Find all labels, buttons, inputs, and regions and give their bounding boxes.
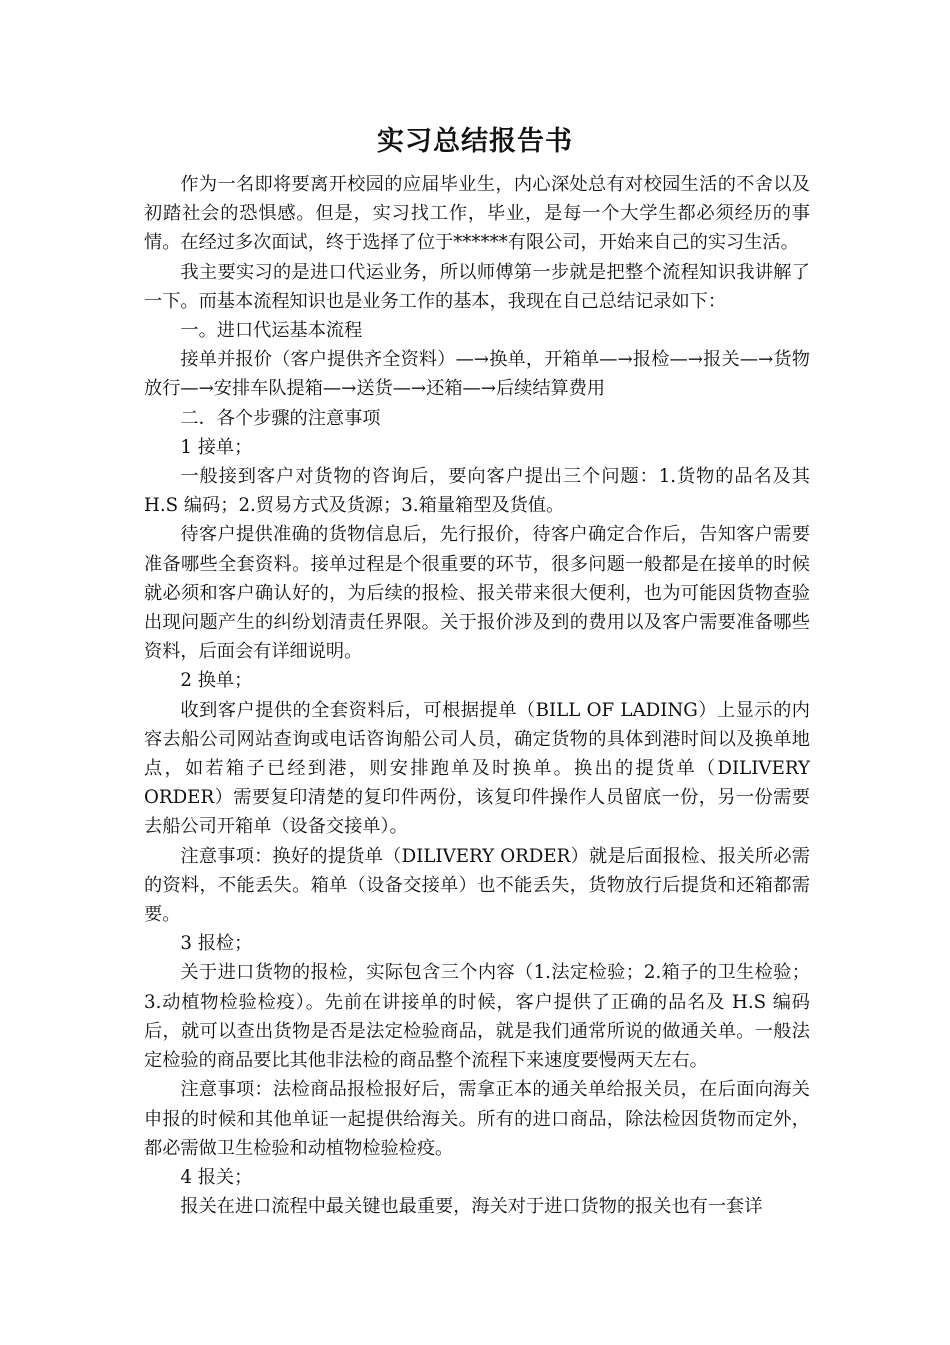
- heading-basic-process: 一。进口代运基本流程: [180, 320, 363, 342]
- heading-step-notes: 二．各个步骤的注意事项: [180, 407, 381, 429]
- paragraph-process-flow: 接单并报价（客户提供齐全资料）—→换单，开箱单—→报检—→报关—→货物放行—→安排车队提箱—→送货—→还箱—→后续结算费用: [144, 349, 810, 400]
- document-body: [144, 170, 810, 1221]
- paragraph-business: 我主要实习的是进口代运业务，所以师傅第一步就是把整个流程知识我讲解了一下。而基本流程知识也是业务工作的基本，我现在自己总结记录如下：: [144, 261, 810, 312]
- paragraph-step-2-exchange: 收到客户提供的全套资料后，可根据提单（BILL OF LADING）上显示的内容去船公司网站查询或电话咨询船公司人员，确定货物的具体到港时间以及换单地点，如若箱子已经到港，则安排跑单及时换单。换出的提货单（DILIVERY ORDER）需要复印清楚的复印件两份，该复印件操作人员留底一份，另一份需要去船公司开箱单（设备交接单）。: [144, 699, 810, 838]
- paragraph-step-2-note: 注意事项：换好的提货单（DILIVERY ORDER）就是后面报检、报关所必需的资料，不能丢失。箱单（设备交接单）也不能丢失，货物放行后提货和还箱都需要。: [144, 845, 810, 926]
- heading-step-1: 1 接单；: [180, 436, 253, 458]
- paragraph-step-3-inspection: 关于进口货物的报检，实际包含三个内容（1.法定检验；2.箱子的卫生检验；3.动植物检验检疫）。先前在讲接单的时候，客户提供了正确的品名及 H.S 编码后，就可以查出货物是否是法定检验商品，就是我们通常所说的做通关单。一般法定检验的商品要比其他非法检的商品整个流程下来速度要慢两天左右。: [144, 962, 810, 1072]
- paragraph-step-4-declaration: 报关在进口流程中最关键也最重要，海关对于进口货物的报关也有一套详: [180, 1196, 763, 1218]
- paragraph-step-1-quote: 待客户提供准确的货物信息后，先行报价，待客户确定合作后，告知客户需要准备哪些全套资料。接单过程是个很重要的环节，很多问题一般都是在接单的时候就必须和客户确认好的，为后续的报检、报关带来很大便利，也为可能因货物查验出现问题产生的纠纷划清责任界限。关于报价涉及到的费用以及客户需要准备哪些资料，后面会有详细说明。: [144, 524, 810, 663]
- heading-step-3: 3 报检；: [180, 933, 253, 955]
- document-title: 实习总结报告书: [377, 126, 573, 157]
- heading-step-4: 4 报关；: [180, 1166, 253, 1188]
- paragraph-step-3-note: 注意事项：法检商品报检报好后，需拿正本的通关单给报关员，在后面向海关申报的时候和其他单证一起提供给海关。所有的进口商品，除法检因货物而定外，都必需做卫生检验和动植物检验检疫。: [144, 1079, 810, 1159]
- heading-step-2: 2 换单；: [180, 670, 253, 692]
- paragraph-step-1-questions: 一般接到客户对货物的咨询后，要向客户提出三个问题：1.货物的品名及其 H.S 编码；2.贸易方式及货源；3.箱量箱型及货值。: [144, 466, 810, 517]
- paragraph-intro: 作为一名即将要离开校园的应届毕业生，内心深处总有对校园生活的不舍以及初踏社会的恐惧感。但是，实习找工作，毕业，是每一个大学生都必须经历的事情。在经过多次面试，终于选择了位于******有限公司，开始来自己的实习生活。: [144, 174, 810, 254]
